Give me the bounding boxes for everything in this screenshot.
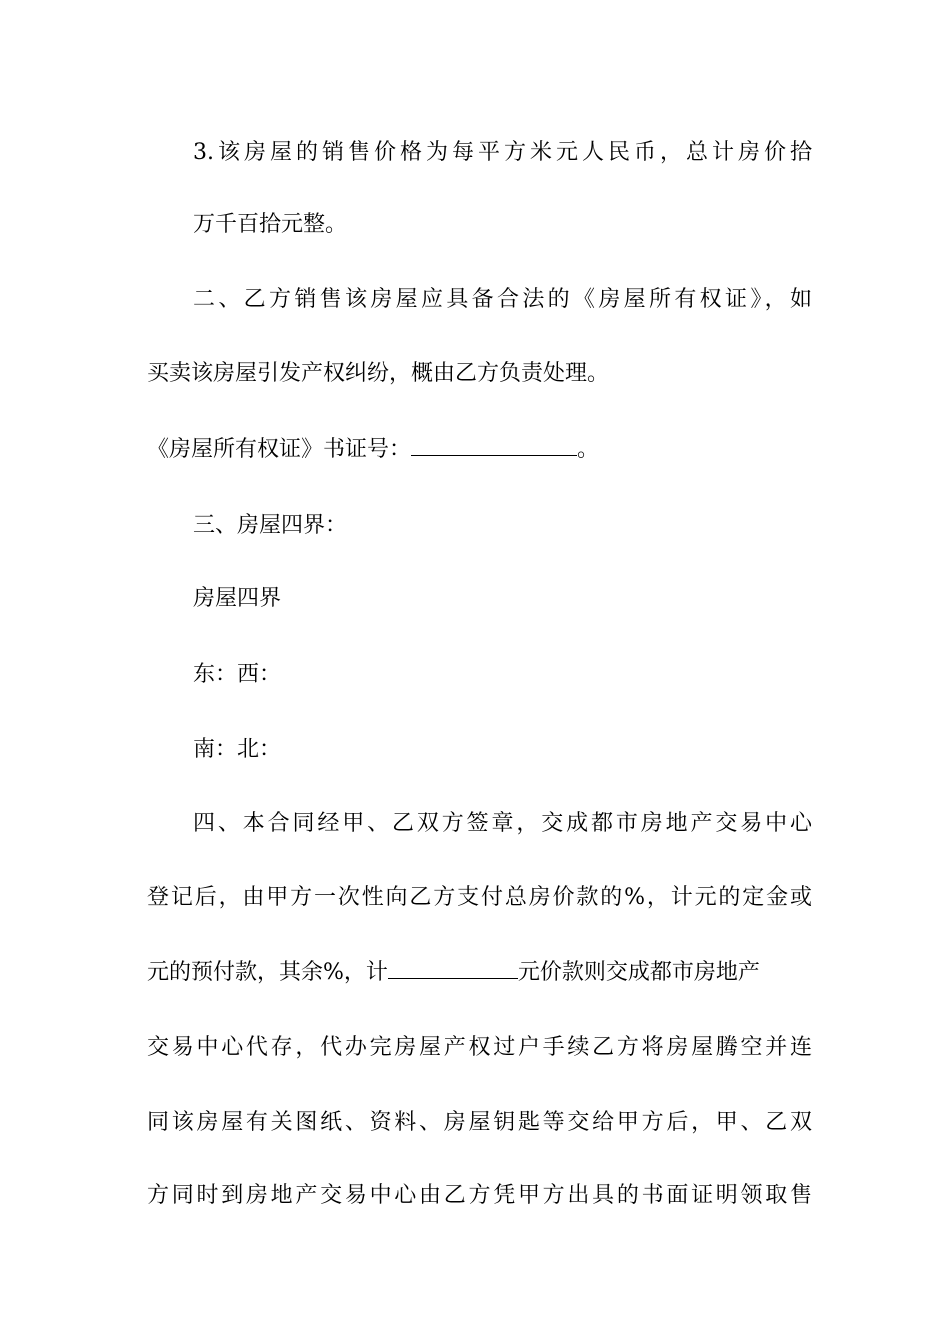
paragraph-price: 3.该房屋的销售价格为每平方米元人民币，总计房价拾 (193, 140, 812, 165)
paragraph-section-4-line-5: 同该房屋有关图纸、资料、房屋钥匙等交给甲方后，甲、乙双 (147, 1110, 812, 1135)
paragraph-boundaries-south-north: 南：北： (193, 737, 282, 762)
paragraph-price-continued: 万千百拾元整。 (193, 212, 348, 237)
paragraph-section-2: 二、乙方销售该房屋应具备合法的《房屋所有权证》，如 (193, 287, 812, 312)
prepayment-text: 元的预付款，其余%，计 (147, 960, 388, 985)
paragraph-section-4: 四、本合同经甲、乙双方签章，交成都市房地产交易中心 (193, 811, 812, 836)
certificate-number-blank (411, 435, 577, 456)
amount-blank (388, 958, 518, 979)
paragraph-boundaries-east-west: 东：西： (193, 662, 282, 687)
paragraph-section-4-line-4: 交易中心代存，代办完房屋产权过户手续乙方将房屋腾空并连 (147, 1035, 812, 1060)
prepayment-suffix: 元价款则交成都市房地产 (517, 960, 760, 985)
certificate-label: 《房屋所有权证》书证号： (147, 437, 412, 462)
paragraph-certificate-number (147, 435, 812, 465)
paragraph-boundaries-title: 房屋四界 (193, 586, 282, 611)
paragraph-section-4-line-3 (147, 958, 812, 988)
heading-section-3: 三、房屋四界： (193, 513, 348, 538)
paragraph-section-4-line-6: 方同时到房地产交易中心由乙方凭甲方出具的书面证明领取售 (147, 1183, 812, 1208)
certificate-suffix: 。 (577, 437, 600, 462)
paragraph-section-4-line-2: 登记后，由甲方一次性向乙方支付总房价款的%，计元的定金或 (147, 885, 812, 910)
paragraph-section-2-continued: 买卖该房屋引发产权纠纷，概由乙方负责处理。 (147, 361, 610, 386)
